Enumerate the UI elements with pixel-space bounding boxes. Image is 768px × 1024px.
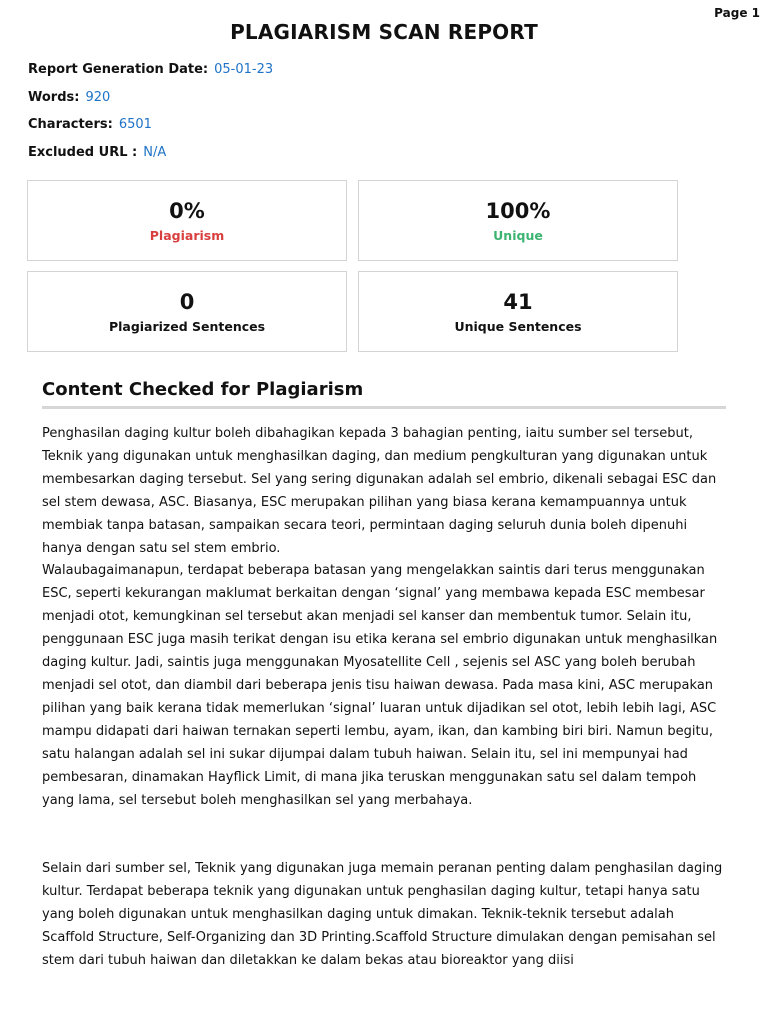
plagiarized-sentences-count: 0 [179,290,195,314]
checked-content [42,423,726,973]
plagiarized-sentences-card [27,271,347,352]
unique-percent: 100% [485,199,551,223]
content-paragraph: Selain dari sumber sel, Teknik yang digunakan juga memain peranan penting dalam penghasilan daging kultur. Terdapat beberapa teknik yang digunakan untuk penghasilan daging kultur, tetapi hanya satu yang boleh digunakan untuk menghasilkan daging untuk dimakan. Teknik-teknik tersebut adalah Scaffold Structure, Self-Organizing dan 3D Printing.Scaffold Structure dimulakan dengan pemisahan sel stem dari tubuh haiwan dan diletakkan ke dalam bekas atau bioreaktor yang diisi [42,861,723,968]
meta-date-row [28,56,273,84]
excluded-url-label: Excluded URL : [28,144,138,160]
page-number: Page 1 [714,6,760,20]
report-meta [28,56,273,166]
characters-value: 6501 [118,117,152,133]
unique-sentences-count: 41 [503,290,533,314]
unique-sentences-label: Unique Sentences [454,319,582,334]
words-value: 920 [85,89,111,105]
excluded-url-value: N/A [143,144,167,160]
date-value: 05-01-23 [214,62,274,78]
plagiarism-label: Plagiarism [149,228,225,243]
report-title: PLAGIARISM SCAN REPORT [230,20,538,44]
plagiarized-sentences-label: Plagiarized Sentences [108,319,266,334]
unique-label: Unique [493,228,543,243]
section-divider [42,406,726,409]
meta-words-row [28,84,273,112]
content-paragraph: Walaubagaimanapun, terdapat beberapa batasan yang mengelakkan saintis dari terus menggunakan ESC, seperti kekurangan maklumat berkaitan dengan ‘signal’ yang membawa kepada ESC membesar menjadi otot, kemungkinan sel tersebut akan menjadi sel kanser dan membentuk tumor. Selain itu, penggunaan ESC juga masih terikat dengan isu etika kerana sel embrio digunakan untuk menghasilkan daging kultur. Jadi, saintis juga menggunakan Myosatellite Cell , sejenis sel ASC yang boleh berubah menjadi sel otot, dan diambil dari beberapa jenis tisu haiwan dewasa. Pada masa kini, ASC merupakan pilihan yang baik kerana tidak memerlukan ‘signal’ luaran untuk dijadikan sel otot, lebih lebih lagi, ASC mampu didapati dari haiwan ternakan seperti lembu, ayam, ikan, dan kambing biri biri. Namun begitu, satu halangan adalah sel ini sukar dijumpai dalam tubuh haiwan. Selain itu, sel ini mempunyai had pembesaran, dinamakan Hayflick Limit, di mana jika teruskan menggunakan satu sel dalam tempoh yang lama, sel tersebut boleh menghasilkan sel yang merbahaya. [42,563,718,808]
unique-stat-card [358,180,678,261]
plagiarism-stat-card [27,180,347,261]
meta-characters-row [28,111,273,139]
characters-label: Characters: [28,117,113,133]
plagiarism-percent: 0% [169,199,205,223]
words-label: Words: [28,89,80,105]
section-title: Content Checked for Plagiarism [42,379,364,400]
content-paragraph: Penghasilan daging kultur boleh dibahagikan kepada 3 bahagian penting, iaitu sumber sel tersebut, Teknik yang digunakan untuk menghasilkan daging, dan medium pengkulturan yang digunakan untuk membesarkan daging tersebut. Sel yang sering digunakan adalah sel embrio, dikenali sebagai ESC dan sel stem dewasa, ASC. Biasanya, ESC merupakan pilihan yang biasa kerana kemampuannya untuk membiak tanpa batasan, sampaikan secara teori, permintaan daging seluruh dunia boleh dipenuhi hanya dengan satu sel stem embrio. [42,426,717,556]
date-label: Report Generation Date: [28,62,209,78]
unique-sentences-card [358,271,678,352]
meta-excluded-row [28,139,273,167]
